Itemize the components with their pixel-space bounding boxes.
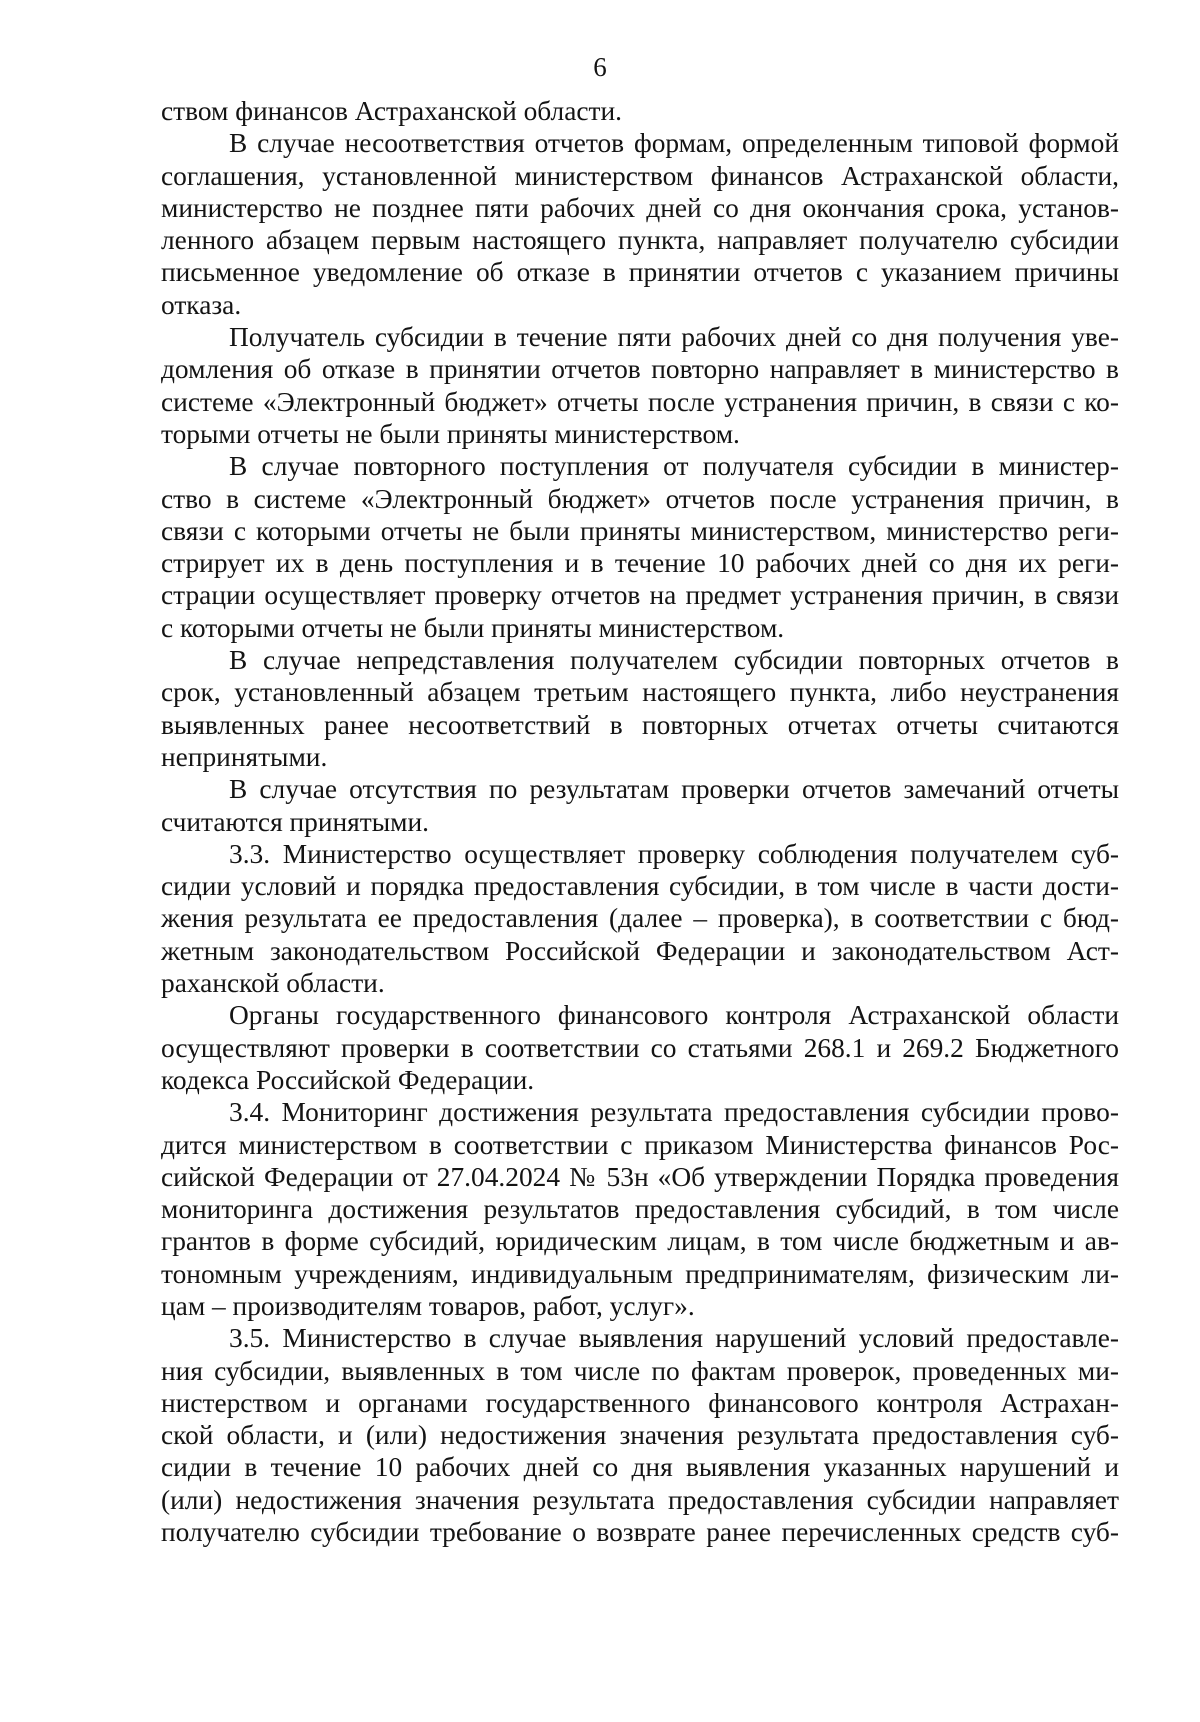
paragraph — [161, 450, 1119, 644]
text-line: отказа. — [161, 289, 242, 320]
text-line: осуществляют проверки в соответствии со статьями 268.1 и 269.2 Бюджетного — [161, 1032, 1119, 1063]
text-line: торыми отчеты не были приняты министерством. — [161, 418, 740, 449]
paragraph — [161, 127, 1119, 321]
paragraph — [161, 644, 1119, 773]
paragraph — [161, 321, 1119, 450]
paragraph — [161, 838, 1119, 999]
text-line: получателю субсидии требование о возврате ранее перечисленных средств суб- — [161, 1517, 1119, 1548]
text-line: страции осуществляет проверку отчетов на предмет устранения причин, в связи — [161, 580, 1119, 611]
text-line: В случае отсутствия по результатам проверки отчетов замечаний отчеты — [229, 774, 1119, 805]
paragraph — [161, 773, 1119, 838]
document-body — [161, 95, 1119, 1548]
text-line: системе «Электронный бюджет» отчеты после устранения причин, в связи с ко- — [161, 386, 1119, 417]
text-line: непринятыми. — [161, 741, 328, 772]
text-line: ния субсидии, выявленных в том числе по фактам проверок, проведенных ми- — [161, 1355, 1119, 1386]
text-line: домления об отказе в принятии отчетов повторно направляет в министерство в — [161, 354, 1119, 385]
text-line: сийской Федерации от 27.04.2024 № 53н «Об утверждении Порядка проведения — [161, 1161, 1119, 1192]
text-line: стрирует их в день поступления и в течение 10 рабочих дней со дня их реги- — [161, 548, 1119, 579]
text-line: министерство не позднее пяти рабочих дней со дня окончания срока, установ- — [161, 192, 1119, 223]
text-line: Получатель субсидии в течение пяти рабочих дней со дня получения уве- — [229, 322, 1119, 353]
text-line: ленного абзацем первым настоящего пункта, направляет получателю субсидии — [161, 225, 1119, 256]
text-line: дится министерством в соответствии с приказом Министерства финансов Рос- — [161, 1129, 1119, 1160]
text-line: выявленных ранее несоответствий в повторных отчетах отчеты считаются — [161, 709, 1119, 740]
text-line: цам – производителям товаров, работ, услуг». — [161, 1290, 695, 1321]
text-line: раханской области. — [161, 968, 385, 999]
text-line: жетным законодательством Российской Федерации и законодательством Аст- — [161, 935, 1119, 966]
paragraph — [161, 1322, 1119, 1548]
text-line: сидии в течение 10 рабочих дней со дня выявления указанных нарушений и — [161, 1452, 1119, 1483]
text-line: 3.3. Министерство осуществляет проверку соблюдения получателем суб- — [229, 838, 1119, 869]
text-line: В случае несоответствия отчетов формам, определенным типовой формой — [229, 128, 1119, 159]
text-line: тономным учреждениям, индивидуальным предпринимателям, физическим ли- — [161, 1258, 1119, 1289]
paragraph — [161, 999, 1119, 1096]
text-line: грантов в форме субсидий, юридическим лицам, в том числе бюджетным и ав- — [161, 1226, 1119, 1257]
text-line: срок, установленный абзацем третьим настоящего пункта, либо неустранения — [161, 677, 1119, 708]
text-line: кодекса Российской Федерации. — [161, 1064, 535, 1095]
text-line: нистерством и органами государственного финансового контроля Астрахан- — [161, 1387, 1119, 1418]
text-line: 3.4. Мониторинг достижения результата предоставления субсидии прово- — [229, 1097, 1119, 1128]
text-line: письменное уведомление об отказе в принятии отчетов с указанием причины — [161, 257, 1119, 288]
text-line: жения результата ее предоставления (далее – проверка), в соответствии с бюд- — [161, 903, 1119, 934]
paragraph — [161, 1096, 1119, 1322]
text-line: сидии условий и порядка предоставления субсидии, в том числе в части дости- — [161, 871, 1119, 902]
text-line: ство в системе «Электронный бюджет» отчетов после устранения причин, в — [161, 483, 1119, 514]
text-line: с которыми отчеты не были приняты министерством. — [161, 612, 785, 643]
text-line: 3.5. Министерство в случае выявления нарушений условий предоставле- — [229, 1323, 1119, 1354]
text-line: связи с которыми отчеты не были приняты министерством, министерство реги- — [161, 515, 1119, 546]
text-line: Органы государственного финансового контроля Астраханской области — [229, 1000, 1119, 1031]
paragraph — [161, 95, 1119, 127]
text-line: (или) недостижения значения результата предоставления субсидии направляет — [161, 1484, 1119, 1515]
text-line: мониторинга достижения результатов предоставления субсидий, в том числе — [161, 1194, 1119, 1225]
text-line: В случае повторного поступления от получателя субсидии в министер- — [229, 451, 1119, 482]
page-number: 6 — [593, 52, 607, 82]
text-line: соглашения, установленной министерством финансов Астраханской области, — [161, 160, 1119, 191]
text-line: ством финансов Астраханской области. — [161, 96, 622, 126]
text-line: считаются принятыми. — [161, 806, 429, 837]
text-line: В случае непредставления получателем субсидии повторных отчетов в — [229, 645, 1119, 676]
text-line: ской области, и (или) недостижения значения результата предоставления суб- — [161, 1420, 1119, 1451]
